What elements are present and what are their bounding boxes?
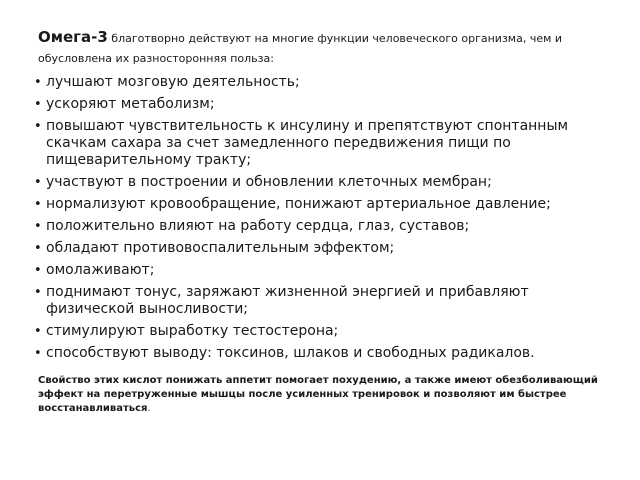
bullet-icon: • [34, 119, 42, 134]
benefit-text: положительно влияют на работу сердца, глаз, суставов; [46, 218, 470, 234]
intro-title: Омега-3 [38, 28, 108, 46]
bullet-icon: • [34, 263, 42, 278]
benefit-text: стимулируют выработку тестостерона; [46, 323, 339, 339]
benefit-text: обладают противовоспалительным эффектом; [46, 240, 395, 256]
intro-text: благотворно действуют на многие функции человеческого организма, чем и обусловлена их разносторонняя польза: [38, 32, 563, 65]
bullet-icon: • [34, 175, 42, 190]
intro-paragraph [38, 28, 604, 68]
benefit-text: нормализуют кровообращение, понижают артериальное давление; [46, 196, 551, 212]
benefit-text: поднимают тонус, заряжают жизненной энергией и прибавляют физической выносливости; [46, 284, 529, 317]
bullet-icon: • [34, 241, 42, 256]
bullet-icon: • [34, 346, 42, 361]
benefit-text: способствуют выводу: токсинов, шлаков и свободных радикалов. [46, 345, 535, 361]
summary-text: Свойство этих кислот понижать аппетит помогает похудению, а также имеют обезболивающий эффект на перетруженные мышцы после усиленных тренировок и позволяют им быстрее восстанавливаться [38, 375, 598, 414]
benefit-item [34, 240, 604, 257]
benefit-item [34, 345, 604, 362]
bullet-icon: • [34, 324, 42, 339]
bullet-icon: • [34, 219, 42, 234]
benefit-text: повышают чувствительность к инсулину и препятствуют спонтанным скачкам сахара за счет замедленного передвижения пищи по пищеварительному тракту; [46, 118, 569, 168]
benefit-text: омолаживают; [46, 262, 155, 278]
benefit-item [34, 118, 604, 169]
summary-end: . [147, 404, 151, 414]
benefit-item [34, 284, 604, 318]
benefit-text: участвуют в построении и обновлении клеточных мембран; [46, 174, 492, 190]
benefit-item [34, 218, 604, 235]
benefit-item [34, 262, 604, 279]
benefit-item [34, 96, 604, 113]
slide-content [34, 28, 604, 367]
benefit-text: ускоряют метаболизм; [46, 96, 215, 112]
bullet-icon: • [34, 197, 42, 212]
bullet-icon: • [34, 75, 42, 90]
bullet-icon: • [34, 97, 42, 112]
benefit-text: лучшают мозговую деятельность; [46, 74, 300, 90]
benefits-list [34, 74, 604, 362]
summary-paragraph [38, 374, 608, 416]
benefit-item [34, 196, 604, 213]
benefit-item [34, 323, 604, 340]
benefit-item [34, 74, 604, 91]
bullet-icon: • [34, 285, 42, 300]
benefit-item [34, 174, 604, 191]
